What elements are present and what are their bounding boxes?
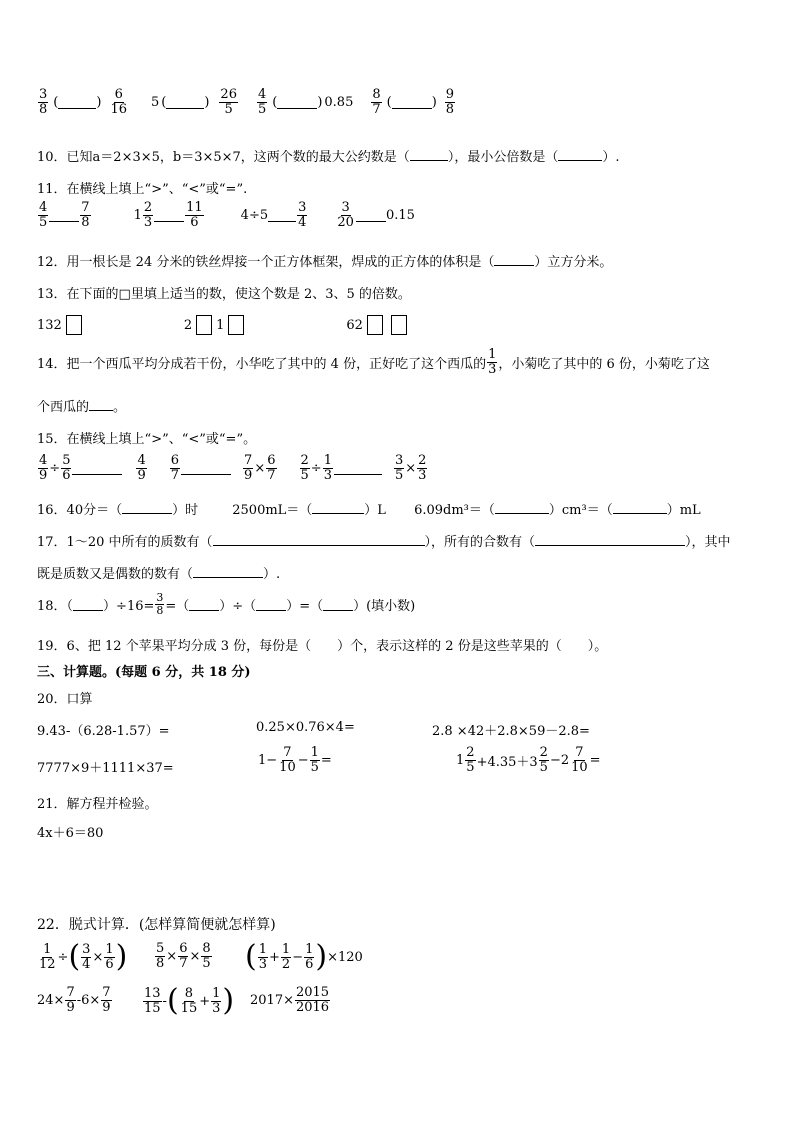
- fraction: $\frac{6}{7}$: [267, 453, 276, 483]
- answer-blank[interactable]: [122, 500, 172, 514]
- q22-expr-b: $\frac{5}{8}$ × $\frac{6}{7}$ × $\frac{8}{5}$: [156, 941, 211, 971]
- fraction: $\frac{3}{4}$: [82, 941, 91, 972]
- digit-box[interactable]: [391, 315, 407, 335]
- answer-blank[interactable]: [494, 252, 534, 266]
- fraction: $\frac{2}{5}$: [300, 453, 309, 483]
- fraction: $\frac{6}{16}$: [110, 87, 127, 117]
- q20-e5: 1− $\frac{7}{10}$ − $\frac{1}{5}$ =: [258, 745, 332, 775]
- answer-blank[interactable]: [189, 597, 219, 611]
- answer-blank[interactable]: [49, 208, 79, 222]
- fraction: $\frac{2015}{2016}$: [295, 985, 330, 1015]
- q20-e2: 0.25×0.76×4=: [256, 720, 355, 735]
- fraction: $\frac{9}{8}$: [445, 87, 455, 117]
- fraction: $\frac{11}{6}$: [186, 200, 203, 230]
- fraction: $\frac{3}{5}$: [394, 453, 404, 483]
- answer-blank[interactable]: [72, 461, 122, 475]
- fraction: $\frac{2}{5}$: [466, 745, 475, 775]
- answer-blank[interactable]: [154, 208, 184, 222]
- fraction: $\frac{7}{10}$: [279, 745, 296, 775]
- digit-box[interactable]: [196, 315, 212, 335]
- fraction: $\frac{13}{15}$: [144, 985, 161, 1016]
- q13-row: 132 2 1 62: [37, 315, 411, 335]
- answer-blank[interactable]: [181, 461, 231, 475]
- digit-box[interactable]: [228, 315, 244, 335]
- q15-row: $\frac{4}{9}$ ÷ $\frac{5}{6}$ $\frac{4}{9}$ $\frac{6}{7}$ $\frac{7}{9}$ × $\frac{6}{7}$ $\frac{2}{5}$ ÷ $\frac{1}{3}$ $\frac{3}{5}$ × $\frac{2}{3}$: [39, 453, 427, 483]
- answer-blank[interactable]: [89, 397, 113, 411]
- fraction: $\frac{7}{10}$: [571, 745, 588, 775]
- digit-box[interactable]: [367, 315, 383, 335]
- q13-title: 13．在下面的□里填上适当的数，使这个数是 2、3、5 的倍数。: [37, 287, 411, 302]
- fraction: $\frac{1}{6}$: [305, 941, 314, 972]
- answer-blank[interactable]: [392, 95, 432, 109]
- fraction: $\frac{1}{3}$: [488, 347, 497, 377]
- fraction: $\frac{5}{8}$: [156, 941, 165, 971]
- q21-eq: 4x＋6＝80: [37, 826, 104, 841]
- fraction: $\frac{7}{9}$: [102, 985, 111, 1015]
- fraction: $\frac{3}{20}$: [337, 200, 354, 230]
- fraction: $\frac{4}{5}$: [257, 87, 267, 117]
- answer-blank[interactable]: [323, 597, 353, 611]
- answer-blank[interactable]: [613, 500, 667, 514]
- answer-blank[interactable]: [495, 500, 549, 514]
- fraction: $\frac{1}{3}$: [258, 941, 267, 972]
- q17-line2: 既是质数又是偶数的数有（ ）.: [37, 563, 280, 582]
- q21-title: 21．解方程并检验。: [37, 797, 158, 812]
- answer-blank[interactable]: [193, 564, 263, 578]
- fraction: $\frac{2}{3}$: [143, 200, 153, 230]
- fraction: $\frac{6}{7}$: [179, 941, 188, 971]
- q16: 16．40分＝（ ）时 2500mL＝（ ）L 6.09dm³＝（ ）cm³＝（ ）mL: [37, 499, 701, 518]
- q14-line1: 14．把一个西瓜平均分成若干份，小华吃了其中的 4 份，正好吃了这个西瓜的 $\frac{1}{3}$ ，小菊吃了其中的 6 份，小菊吃了这: [37, 347, 710, 377]
- answer-blank[interactable]: [277, 95, 317, 109]
- fraction: $\frac{8}{7}$: [372, 87, 381, 117]
- answer-blank[interactable]: [312, 500, 364, 514]
- fraction: $\frac{8}{15}$: [180, 985, 198, 1016]
- answer-blank[interactable]: [58, 95, 96, 109]
- q22-expr-d: 24× $\frac{7}{9}$ -6× $\frac{7}{9}$: [37, 985, 111, 1015]
- fraction: $\frac{1}{3}$: [323, 453, 332, 483]
- q22-expr-e: $\frac{13}{15}$ - ( $\frac{8}{15}$ + $\frac{1}{3}$ ): [144, 983, 235, 1018]
- fraction: $\frac{1}{3}$: [212, 985, 221, 1016]
- q10: 10．已知a＝2×3×5，b＝3×5×7，这两个数的最大公约数是（ ），最小公倍数是（ ）.: [37, 146, 619, 165]
- fraction: $\frac{2}{5}$: [539, 745, 548, 775]
- section-title: 三、计算题。(每题 6 分，共 18 分): [37, 665, 251, 680]
- fraction: $\frac{7}{8}$: [81, 200, 90, 230]
- q19: 19．6、把 12 个苹果平均分成 3 份，每份是（ ）个，表示这样的 2 份是这些苹果的（ ）。: [37, 639, 608, 654]
- q11-title: 11．在横线上填上“>”、“<”或“=”.: [37, 182, 248, 197]
- fraction: $\frac{1}{2}$: [281, 941, 291, 972]
- answer-blank[interactable]: [410, 147, 448, 161]
- q12: 12．用一根长是 24 分米的铁丝焊接一个正方体框架，焊成的正方体的体积是（ ）立方分米。: [37, 251, 612, 270]
- q20-e3: 2.8 ×42＋2.8×59－2.8=: [432, 724, 590, 739]
- q20-e1: 9.43-（6.28-1.57）=: [37, 724, 170, 739]
- q22-expr-f: 2017× $\frac{2015}{2016}$: [250, 985, 330, 1015]
- q14-line2: 个西瓜的 。: [37, 396, 126, 415]
- answer-blank[interactable]: [558, 147, 602, 161]
- q20-e4: 7777×9＋1111×37=: [37, 761, 174, 776]
- q22-title: 22．脱式计算．(怎样算简便就怎样算): [37, 917, 276, 933]
- fraction: $\frac{7}{9}$: [244, 453, 253, 483]
- answer-blank[interactable]: [213, 532, 425, 546]
- answer-blank[interactable]: [535, 532, 685, 546]
- fraction: $\frac{4}{9}$: [137, 453, 146, 483]
- fraction: $\frac{4}{9}$: [39, 453, 48, 483]
- answer-blank[interactable]: [268, 208, 296, 222]
- q22-expr-c: ( $\frac{1}{3}$ + $\frac{1}{2}$ − $\frac{1}{6}$ ) ×120: [245, 939, 363, 974]
- fraction: $\frac{4}{5}$: [39, 200, 48, 230]
- fraction: $\frac{1}{5}$: [310, 745, 319, 775]
- fraction: $\frac{3}{8}$: [39, 87, 48, 117]
- q20-e6: 1 $\frac{2}{5}$ +4.35＋3 $\frac{2}{5}$ −2 $\frac{7}{10}$ =: [456, 745, 601, 775]
- q22-expr-a: $\frac{1}{12}$ ÷ ( $\frac{3}{4}$ × $\frac{1}{6}$ ): [39, 939, 128, 974]
- fraction: $\frac{2}{3}$: [418, 453, 427, 483]
- answer-blank[interactable]: [334, 461, 382, 475]
- fraction: $\frac{8}{5}$: [202, 941, 211, 971]
- q9-row: $\frac{3}{8}$ ( ) $\frac{6}{16}$ 5 ( ) $\frac{26}{5}$ $\frac{4}{5}$ ( ) 0.85 $\frac{8}{7}$ ( ) $\frac{9}{8}$: [39, 87, 455, 117]
- answer-blank[interactable]: [166, 95, 204, 109]
- fraction: $\frac{6}{7}$: [170, 453, 180, 483]
- answer-blank[interactable]: [356, 208, 386, 222]
- q15-title: 15．在横线上填上“>”、“<”或“=”。: [37, 432, 257, 447]
- fraction: $\frac{3}{4}$: [298, 200, 307, 230]
- fraction: $\frac{5}{6}$: [62, 453, 71, 483]
- q17-line1: 17．1～20 中所有的质数有（ ），所有的合数有（ ），其中: [37, 531, 731, 550]
- fraction: $\frac{1}{6}$: [105, 941, 114, 972]
- fraction: $\frac{3}{8}$: [156, 591, 164, 617]
- answer-blank[interactable]: [256, 597, 286, 611]
- answer-blank[interactable]: [73, 597, 103, 611]
- fraction: $\frac{7}{9}$: [66, 985, 75, 1015]
- q20-title: 20．口算: [37, 692, 93, 707]
- fraction: $\frac{1}{12}$: [39, 941, 56, 972]
- q11-row: $\frac{4}{5}$ $\frac{7}{8}$ 1 $\frac{2}{3}$ $\frac{11}{6}$ 4÷5 $\frac{3}{4}$ $\frac{3}{20}$ 0.15: [39, 200, 415, 230]
- digit-box[interactable]: [66, 315, 82, 335]
- q18: 18．（ ）÷16= $\frac{3}{8}$ =（ ）÷（ ）=（ ）(填小数): [37, 591, 416, 617]
- fraction: $\frac{26}{5}$: [220, 87, 237, 117]
